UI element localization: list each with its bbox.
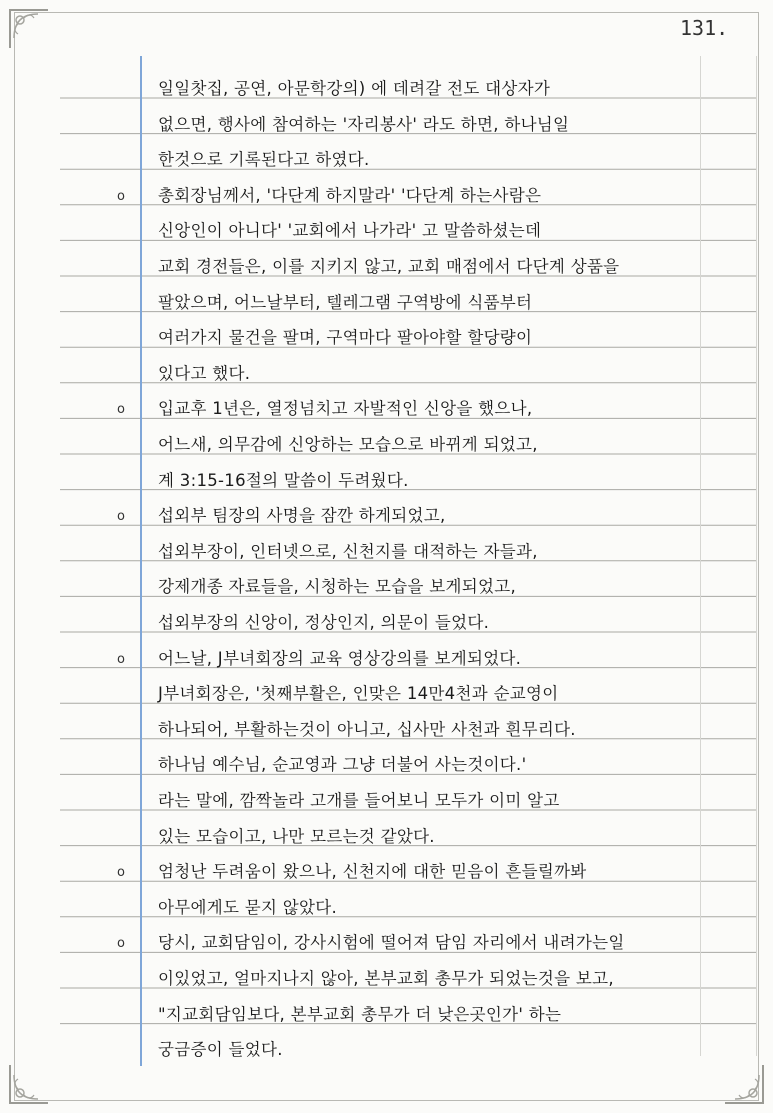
text-line	[0, 928, 773, 962]
text-line	[0, 893, 773, 927]
text-line	[0, 110, 773, 144]
text-line	[0, 501, 773, 535]
text-line	[0, 145, 773, 179]
text-line	[0, 181, 773, 215]
bullet-marker: o	[117, 865, 125, 881]
line-text: 있다고 했다.	[158, 363, 251, 383]
line-text: 이있었고, 얼마지나지 않아, 본부교회 총무가 되었는것을 보고,	[158, 969, 614, 988]
text-line	[0, 394, 773, 428]
text-line	[0, 74, 773, 108]
text-line	[0, 1000, 773, 1034]
line-text: 어느새, 의무감에 신앙하는 모습으로 바뀌게 되었고,	[158, 435, 538, 454]
line-text: 섭외부장이, 인터넷으로, 신천지를 대적하는 자들과,	[158, 541, 538, 561]
text-line	[0, 252, 773, 286]
text-line	[0, 430, 773, 464]
line-text: 입교후 1년은, 열정넘치고 자발적인 신앙을 했으나,	[158, 399, 533, 419]
line-text: 하나님 예수님, 순교영과 그냥 더불어 사는것이다.'	[158, 755, 527, 775]
line-text: J부녀회장은, '첫째부활은, 인맞은 14만4천과 순교영이	[158, 684, 559, 704]
line-text: 계 3:15-16절의 말씀이 두려웠다.	[158, 470, 409, 490]
line-text: 없으면, 행사에 참여하는 '자리봉사' 라도 하면, 하나님일	[158, 114, 570, 134]
page-number: 131.	[680, 16, 729, 40]
line-text: 섭외부장의 신앙이, 정상인지, 의문이 들었다.	[158, 613, 490, 632]
text-line	[0, 822, 773, 856]
line-text: 엄청난 두려움이 왔으나, 신천지에 대한 믿음이 흔들릴까봐	[158, 862, 587, 882]
line-text: 하나되어, 부활하는것이 아니고, 십사만 사천과 흰무리다.	[158, 719, 576, 739]
line-text: 당시, 교회담임이, 강사시험에 떨어져 담임 자리에서 내려가는일	[158, 933, 625, 953]
text-line	[0, 608, 773, 642]
text-line	[0, 679, 773, 713]
line-text: 일일찻집, 공연, 아문학강의) 에 데려갈 전도 대상자가	[158, 79, 551, 98]
line-text: 궁금증이 들었다.	[158, 1040, 283, 1060]
line-text: "지교회담임보다, 본부교회 총무가 더 낮은곳인가' 하는	[158, 1004, 562, 1024]
text-line	[0, 216, 773, 250]
bullet-marker: o	[117, 509, 125, 525]
text-line	[0, 715, 773, 749]
text-line	[0, 466, 773, 500]
line-text: 섭외부 팀장의 사명을 잠깐 하게되었고,	[158, 506, 446, 526]
line-text: 신앙인이 아니다' '교회에서 나가라' 고 말씀하셨는데	[158, 221, 542, 241]
line-text: 아무에게도 묻지 않았다.	[158, 897, 338, 917]
bullet-marker: o	[117, 651, 125, 667]
text-line	[0, 323, 773, 357]
text-line	[0, 964, 773, 998]
bullet-marker: o	[117, 188, 125, 204]
text-line	[0, 572, 773, 606]
line-text: 강제개종 자료들을, 시청하는 모습을 보게되었고,	[158, 577, 517, 597]
text-line	[0, 1035, 773, 1069]
text-line	[0, 288, 773, 322]
bullet-marker: o	[117, 936, 125, 952]
line-text: 총회장님께서, '다단계 하지말라' '다단계 하는사람은	[158, 185, 542, 205]
text-line	[0, 786, 773, 820]
bullet-marker: o	[117, 402, 125, 418]
line-text: 팔았으며, 어느날부터, 텔레그램 구역방에 식품부터	[158, 292, 533, 312]
line-text: 라는 말에, 깜짝놀라 고개를 들어보니 모두가 이미 알고	[158, 791, 560, 810]
line-text: 있는 모습이고, 나만 모르는것 같았다.	[158, 826, 435, 846]
text-line	[0, 750, 773, 784]
line-text: 여러가지 물건을 팔며, 구역마다 팔아야할 할당량이	[158, 328, 533, 348]
line-text: 교회 경전들은, 이를 지키지 않고, 교회 매점에서 다단계 상품을	[158, 257, 620, 276]
line-text: 한것으로 기록된다고 하였다.	[158, 150, 370, 170]
text-line	[0, 537, 773, 571]
line-text: 어느날, J부녀회장의 교육 영상강의를 보게되었다.	[158, 648, 522, 668]
text-line	[0, 644, 773, 678]
text-line	[0, 359, 773, 393]
text-line	[0, 857, 773, 891]
